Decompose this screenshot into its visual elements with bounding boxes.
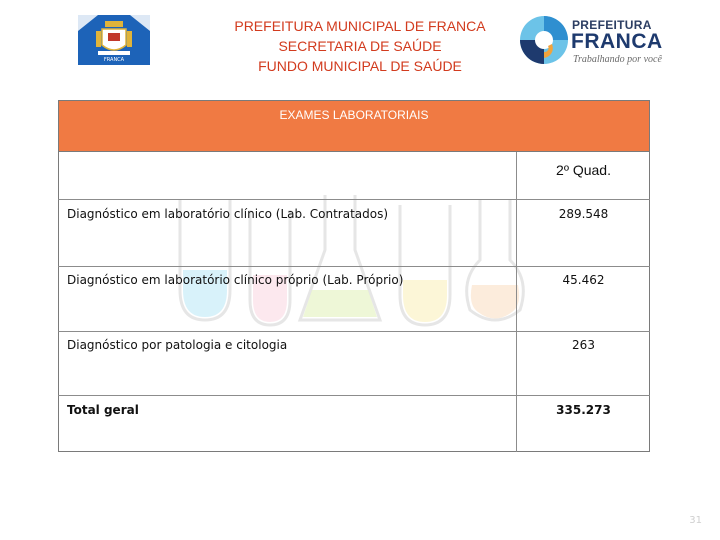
header-text-block: [200, 16, 520, 76]
table-title: EXAMES LABORATORIAIS: [279, 108, 429, 122]
table-row-label: Diagnóstico em laboratório clínico (Lab. Contratados): [67, 207, 389, 221]
table-title-bar: [58, 100, 650, 152]
table-row-value: 289.548: [558, 207, 609, 221]
row-divider: [58, 266, 650, 267]
logo-mark-icon: [518, 14, 570, 66]
row-divider: [58, 331, 650, 332]
table-row-label: Diagnóstico por patologia e citologia: [67, 338, 288, 352]
logo-brand-top: PREFEITURA: [572, 18, 652, 32]
total-row-value: 335.273: [556, 403, 611, 417]
header-line-secretaria: SECRETARIA DE SAÚDE: [278, 38, 442, 54]
prefeitura-franca-logo: [518, 14, 668, 70]
column-header-quad: 2º Quad.: [556, 162, 611, 178]
logo-brand-main: FRANCA: [571, 30, 663, 53]
row-divider: [58, 395, 650, 396]
logo-brand-tagline: Trabalhando por você: [573, 54, 662, 65]
table-row-value: 45.462: [562, 273, 605, 287]
lab-flasks-watermark-icon: [150, 180, 550, 340]
svg-text:FRANCA: FRANCA: [103, 57, 125, 63]
table-row-label: Diagnóstico em laboratório clínico próprio (Lab. Próprio): [67, 273, 404, 287]
row-divider: [58, 199, 650, 200]
header-line-prefeitura: PREFEITURA MUNICIPAL DE FRANCA: [234, 18, 486, 34]
city-crest-logo: [78, 15, 150, 65]
slide-number: 31: [689, 515, 702, 526]
total-row-label: Total geral: [67, 403, 139, 417]
table-row-value: 263: [572, 338, 595, 352]
header-line-fundo: FUNDO MUNICIPAL DE SAÚDE: [258, 58, 462, 74]
